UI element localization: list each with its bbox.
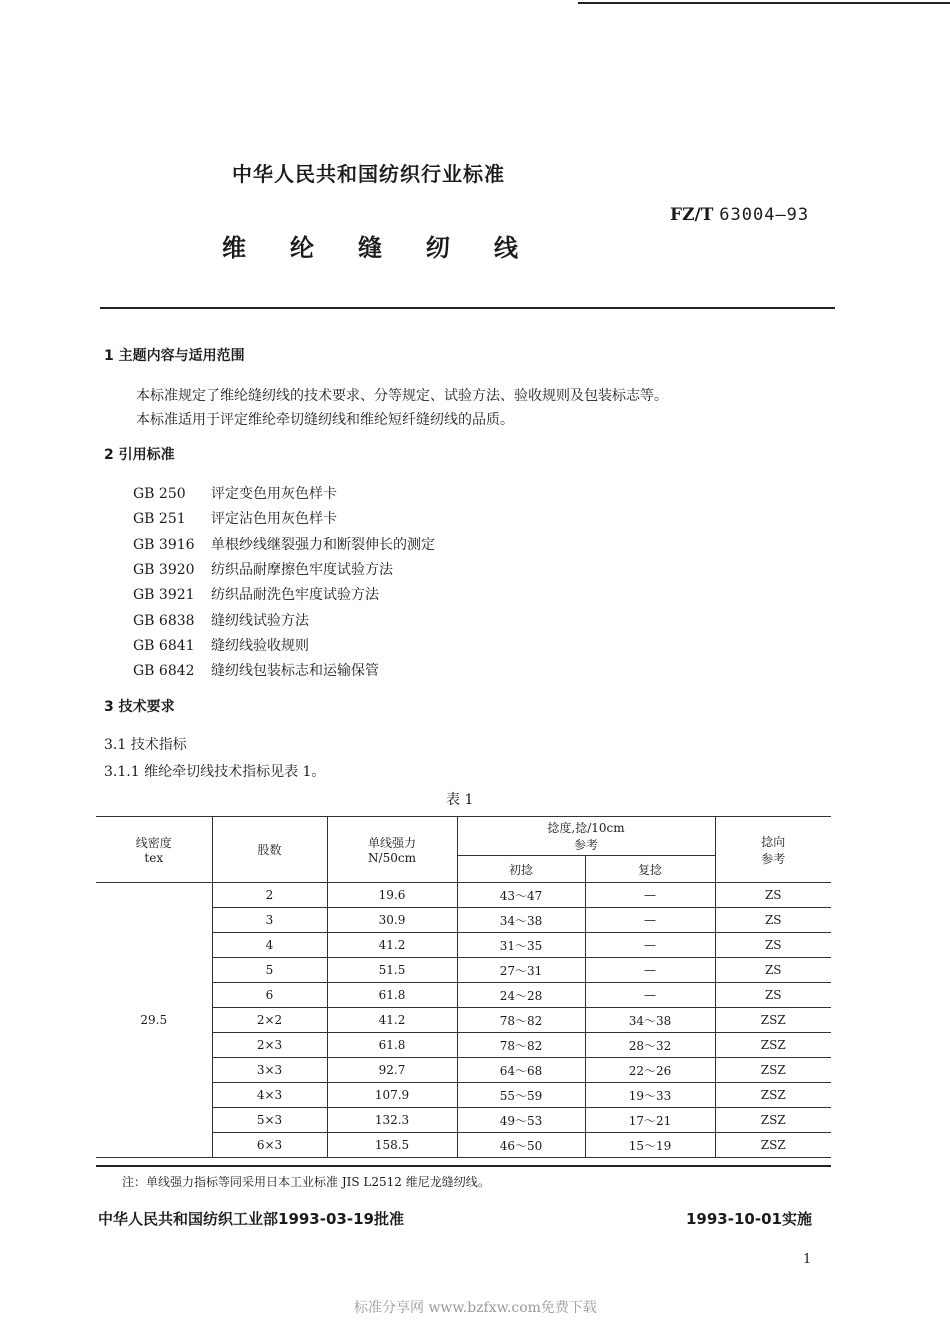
document-title: 维纶缝纫线 [222, 234, 562, 262]
header-second-twist: 复捻 [585, 856, 715, 883]
subsection-3-1-1: 3.1.1 维纶牵切线技术指标见表 1。 [104, 764, 326, 780]
watermark: 标准分享网 www.bzfxw.com免费下载 [354, 1300, 597, 1316]
density-value-cell: 29.5 [96, 883, 212, 1158]
reference-item [133, 534, 435, 554]
header-density-unit: tex [144, 851, 164, 865]
strength-cell: 19.6 [327, 883, 457, 908]
table-header-row [96, 817, 831, 856]
ply-cell: 3×3 [212, 1058, 327, 1083]
reference-item [133, 660, 379, 680]
reference-code: GB 6838 [133, 612, 195, 629]
second-twist-cell: 22～26 [585, 1058, 715, 1083]
strength-cell: 51.5 [327, 958, 457, 983]
first-twist-cell: 49～53 [457, 1108, 585, 1133]
direction-cell: ZS [715, 983, 831, 1008]
header-strength-label: 单线强力 [367, 836, 416, 850]
issuing-organization: 中华人民共和国纺织行业标准 [232, 162, 505, 186]
header-density-label: 线密度 [135, 836, 172, 850]
reference-title: 评定变色用灰色样卡 [211, 486, 337, 502]
direction-cell: ZS [715, 908, 831, 933]
reference-code: GB 3916 [133, 536, 195, 553]
strength-cell: 30.9 [327, 908, 457, 933]
header-rule [100, 307, 835, 309]
strength-cell: 107.9 [327, 1083, 457, 1108]
strength-cell: 158.5 [327, 1133, 457, 1158]
second-twist-cell: — [585, 958, 715, 983]
reference-title: 纺织品耐洗色牢度试验方法 [211, 587, 379, 604]
reference-item [133, 508, 337, 528]
reference-title: 单根纱线继裂强力和断裂伸长的测定 [211, 536, 435, 553]
direction-cell: ZS [715, 933, 831, 958]
header-strength [327, 817, 457, 883]
header-twist-ref: 参考 [573, 838, 598, 852]
top-rule [578, 2, 950, 4]
section-1-heading: 1 主题内容与适用范围 [104, 348, 245, 364]
standard-code-number: 63004—93 [719, 205, 810, 225]
section-2-heading: 2 引用标准 [104, 447, 175, 463]
strength-cell: 41.2 [327, 933, 457, 958]
header-strength-unit: N/50cm [368, 851, 416, 865]
second-twist-cell: 28～32 [585, 1033, 715, 1058]
strength-cell: 132.3 [327, 1108, 457, 1133]
ply-cell: 2×2 [212, 1008, 327, 1033]
first-twist-cell: 24～28 [457, 983, 585, 1008]
reference-title: 评定沾色用灰色样卡 [211, 511, 337, 528]
direction-cell: ZSZ [715, 1083, 831, 1108]
direction-cell: ZS [715, 958, 831, 983]
reference-code: GB 6842 [133, 663, 195, 680]
second-twist-cell: 17～21 [585, 1108, 715, 1133]
reference-title: 缝纫线试验方法 [211, 612, 309, 629]
first-twist-cell: 34～38 [457, 908, 585, 933]
table-bottom-rule [96, 1165, 831, 1167]
first-twist-cell: 31～35 [457, 933, 585, 958]
direction-cell: ZSZ [715, 1133, 831, 1158]
reference-title: 缝纫线包装标志和运输保管 [211, 663, 379, 680]
header-direction [715, 817, 831, 883]
ply-cell: 2×3 [212, 1033, 327, 1058]
ply-cell: 4 [212, 933, 327, 958]
effective-date: 1993-10-01实施 [686, 1210, 812, 1228]
reference-title: 缝纫线验收规则 [211, 637, 309, 654]
approval-line: 中华人民共和国纺织工业部1993-03-19批准 [98, 1210, 404, 1228]
header-ply: 股数 [212, 817, 327, 883]
ply-cell: 5 [212, 958, 327, 983]
reference-item [133, 584, 379, 604]
second-twist-cell: 19～33 [585, 1083, 715, 1108]
first-twist-cell: 55～59 [457, 1083, 585, 1108]
header-direction-ref: 参考 [761, 851, 786, 866]
standard-code [670, 205, 809, 225]
direction-cell: ZSZ [715, 1058, 831, 1083]
reference-item [133, 635, 309, 655]
ply-cell: 2 [212, 883, 327, 908]
ply-cell: 6 [212, 983, 327, 1008]
second-twist-cell: — [585, 908, 715, 933]
header-twist-label: 捻度,捻/10cm [547, 821, 625, 835]
reference-code: GB 250 [133, 486, 186, 502]
page-number: 1 [803, 1252, 812, 1267]
direction-cell: ZSZ [715, 1108, 831, 1133]
second-twist-cell: — [585, 983, 715, 1008]
table-note: 注：单线强力指标等同采用日本工业标准 JIS L2512 维尼龙缝纫线。 [122, 1175, 490, 1189]
section-3-heading: 3 技术要求 [104, 699, 175, 715]
first-twist-cell: 78～82 [457, 1033, 585, 1058]
reference-item [133, 483, 337, 503]
section-1-paragraph-1: 本标准规定了维纶缝纫线的技术要求、分等规定、试验方法、验收规则及包装标志等。 [136, 388, 668, 404]
reference-code: GB 3920 [133, 561, 195, 578]
second-twist-cell: 15～19 [585, 1133, 715, 1158]
ply-cell: 5×3 [212, 1108, 327, 1133]
second-twist-cell: 34～38 [585, 1008, 715, 1033]
table-row [96, 883, 831, 908]
first-twist-cell: 27～31 [457, 958, 585, 983]
ply-cell: 3 [212, 908, 327, 933]
second-twist-cell: — [585, 933, 715, 958]
reference-item [133, 559, 393, 579]
first-twist-cell: 43～47 [457, 883, 585, 908]
ply-cell: 4×3 [212, 1083, 327, 1108]
header-twist [457, 817, 715, 856]
second-twist-cell: — [585, 883, 715, 908]
direction-cell: ZSZ [715, 1033, 831, 1058]
table-caption: 表 1 [446, 792, 474, 808]
header-first-twist: 初捻 [457, 856, 585, 883]
first-twist-cell: 78～82 [457, 1008, 585, 1033]
reference-code: GB 3921 [133, 587, 195, 604]
strength-cell: 92.7 [327, 1058, 457, 1083]
direction-cell: ZS [715, 883, 831, 908]
spec-table [96, 816, 831, 1158]
strength-cell: 41.2 [327, 1008, 457, 1033]
first-twist-cell: 46～50 [457, 1133, 585, 1158]
section-1-paragraph-2: 本标准适用于评定维纶牵切缝纫线和维纶短纤缝纫线的品质。 [136, 412, 514, 428]
standard-code-prefix: FZ/T [670, 205, 714, 225]
subsection-3-1: 3.1 技术指标 [104, 737, 187, 753]
header-density [96, 817, 212, 883]
reference-title: 纺织品耐摩擦色牢度试验方法 [211, 561, 393, 578]
strength-cell: 61.8 [327, 983, 457, 1008]
reference-code: GB 251 [133, 511, 186, 528]
ply-cell: 6×3 [212, 1133, 327, 1158]
reference-item [133, 610, 309, 630]
first-twist-cell: 64～68 [457, 1058, 585, 1083]
strength-cell: 61.8 [327, 1033, 457, 1058]
reference-code: GB 6841 [133, 637, 195, 654]
header-direction-label: 捻向 [761, 834, 786, 849]
direction-cell: ZSZ [715, 1008, 831, 1033]
